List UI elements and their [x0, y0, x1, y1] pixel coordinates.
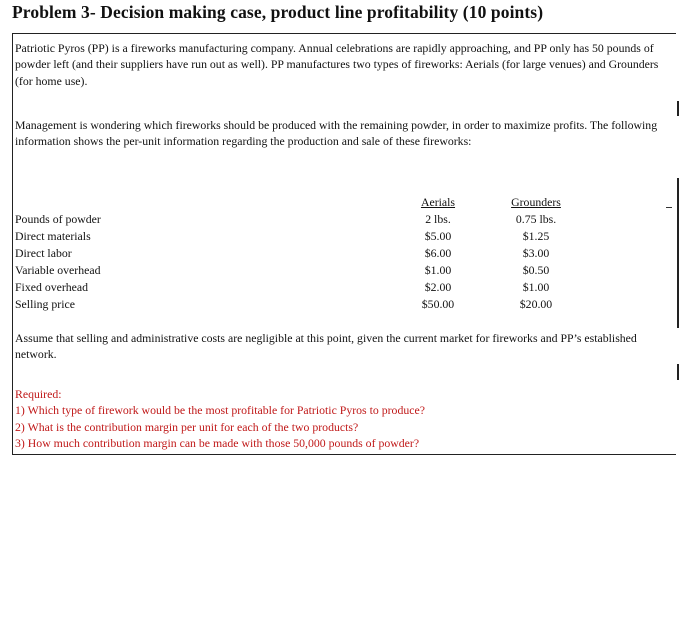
required-item: 2) What is the contribution margin per unit for each of the two products?: [15, 419, 359, 434]
row-label: Direct materials: [15, 229, 91, 243]
aerials-value: $1.00: [424, 263, 452, 277]
problem-title: Problem 3- Decision making case, product line profitability (10 points): [12, 2, 544, 22]
row-label: Fixed overhead: [15, 280, 89, 294]
table-row: [15, 280, 575, 297]
row-label: Pounds of powder: [15, 212, 101, 226]
aerials-value: 2 lbs.: [425, 212, 451, 226]
management-paragraph: Management is wondering which fireworks should be produced with the remaining powder, in order to maximize profits. The following information shows the per-unit information regarding the production and sale of these fireworks:: [15, 118, 658, 149]
text-cursor-mark: [677, 178, 679, 328]
table-row: [15, 246, 575, 263]
assumption-paragraph: Assume that selling and administrative costs are negligible at this point, given the current market for fireworks and PP’s established network.: [15, 331, 637, 362]
required-item: 1) Which type of firework would be the most profitable for Patriotic Pyros to produce?: [15, 403, 425, 418]
table-row: [15, 229, 575, 246]
text-cursor-mark: [677, 364, 679, 380]
table-row: [15, 212, 575, 229]
column-header-aerials: Aerials: [420, 195, 456, 209]
grounders-value: $1.25: [522, 229, 550, 243]
aerials-value: $5.00: [424, 229, 452, 243]
aerials-value: $2.00: [424, 280, 452, 294]
required-heading: Required:: [15, 387, 62, 401]
aerials-value: $6.00: [424, 246, 452, 260]
grounders-value: 0.75 lbs.: [515, 212, 557, 226]
row-label: Direct labor: [15, 246, 72, 260]
grounders-value: $0.50: [522, 263, 550, 277]
table-row: [15, 263, 575, 280]
required-section: [15, 386, 425, 451]
text-cursor-mark: [677, 101, 679, 116]
aerials-value: $50.00: [421, 297, 455, 311]
column-header-grounders: Grounders: [511, 195, 561, 209]
grounders-value: $1.00: [522, 280, 550, 294]
edge-dash-mark: [666, 207, 672, 208]
intro-paragraph: Patriotic Pyros (PP) is a fireworks manufacturing company. Annual celebrations are rapidly approaching, and PP only has 50 pounds of powder left (and their suppliers have run out as well). PP manufactures two types of fireworks: Aerials (for large venues) and Grounders (for home use).: [15, 41, 659, 88]
row-label: Variable overhead: [15, 263, 101, 277]
grounders-value: $20.00: [519, 297, 553, 311]
grounders-value: $3.00: [522, 246, 550, 260]
row-label: Selling price: [15, 297, 75, 311]
table-row: [15, 297, 575, 314]
required-item: 3) How much contribution margin can be made with those 50,000 pounds of powder?: [15, 435, 420, 450]
